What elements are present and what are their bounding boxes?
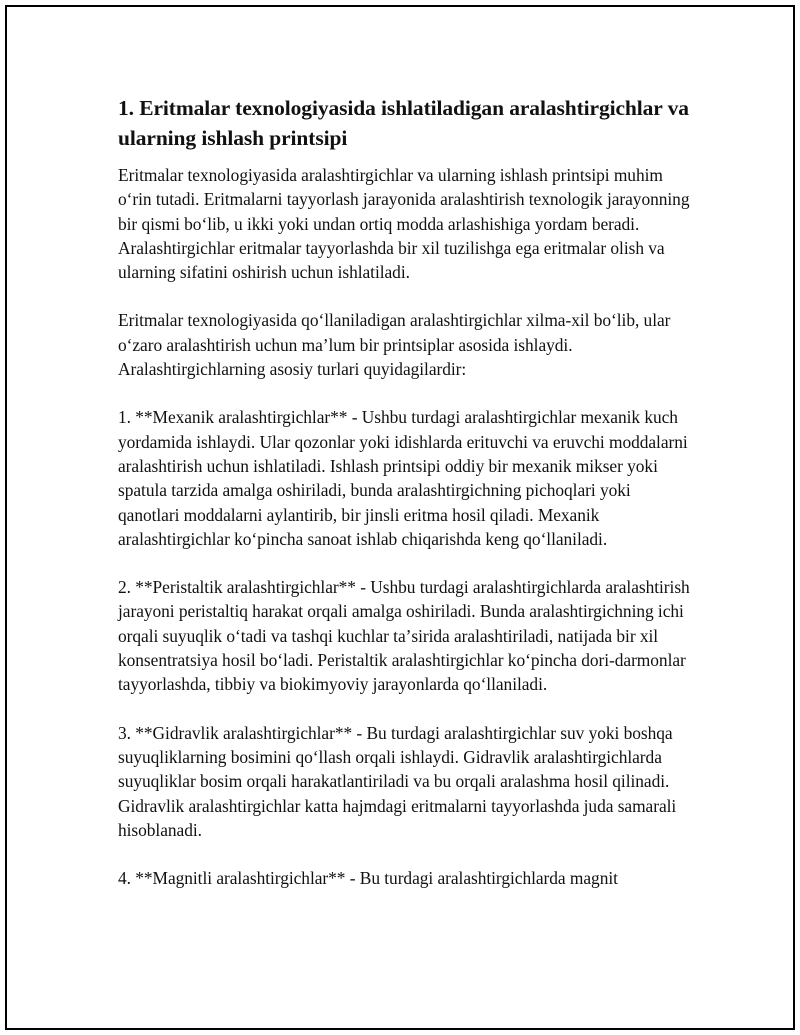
- document-body: [118, 93, 692, 914]
- document-heading: 1. Eritmalar texnologiyasida ishlatiladigan aralashtirgichlar va ularning ishlash printsipi: [118, 96, 689, 150]
- paragraph-hydraulic-mixers: 3. **Gidravlik aralashtirgichlar** - Bu turdagi aralashtirgichlar suv yoki boshqa suyuqliklarning bosimini qoʻllash orqali ishlaydi. Gidravlik aralashtirgichlarda suyuqliklar bosim orqali harakatlantiriladi va bu orqali aralashma hosil qilinadi. Gidravlik aralashtirgichlar katta hajmdagi eritmalarni tayyorlashda juda samarali hisoblanadi.: [118, 722, 677, 840]
- paragraph-magnetic-mixers: 4. **Magnitli aralashtirgichlar** - Bu turdagi aralashtirgichlarda magnit: [118, 868, 618, 889]
- paragraph-intro: Eritmalar texnologiyasida aralashtirgichlar va ularning ishlash printsipi muhim oʻrin tutadi. Eritmalarni tayyorlash jarayonida aralashtirish texnologik jarayonning bir qismi boʻlib, u ikki yoki undan ortiq modda arlashishiga yordam beradi. Aralashtirgichlar eritmalar tayyorlashda bir xil tuzilishga ega eritmalar olish va ularning sifatini oshirish uchun ishlatiladi.: [118, 165, 690, 283]
- paragraph-peristaltic-mixers: 2. **Peristaltik aralashtirgichlar** - Ushbu turdagi aralashtirgichlarda aralashtirish jarayoni peristaltiq harakat orqali amalga oshiriladi. Bunda aralashtirgichning ichi orqali suyuqlik oʻtadi va tashqi kuchlar taʼsirida aralashtiriladi, natijada bir xil konsentratsiya hosil boʻladi. Peristaltik aralashtirgichlar koʻpincha dori-darmonlar tayyorlashda, tibbiy va biokimyoviy jarayonlarda qoʻllaniladi.: [118, 577, 690, 695]
- paragraph-mechanical-mixers: 1. **Mexanik aralashtirgichlar** - Ushbu turdagi aralashtirgichlar mexanik kuch yordamida ishlaydi. Ular qozonlar yoki idishlarda erituvchi va eruvchi moddalarni aralashtirish uchun ishlatiladi. Ishlash printsipi oddiy bir mexanik mikser yoki spatula tarzida amalga oshiriladi, bunda aralashtirgichning pichoqlari yoki qanotlari moddalarni aylantirib, bir jinsli eritma hosil qiladi. Mexanik aralashtirgichlar koʻpincha sanoat ishlab chiqarishda keng qoʻllaniladi.: [118, 407, 688, 549]
- paragraph-types-overview: Eritmalar texnologiyasida qoʻllaniladigan aralashtirgichlar xilma-xil boʻlib, ular oʻzaro aralashtirish uchun maʼlum bir printsiplar asosida ishlaydi. Aralashtirgichlarning asosiy turlari quyidagilardir:: [118, 310, 671, 380]
